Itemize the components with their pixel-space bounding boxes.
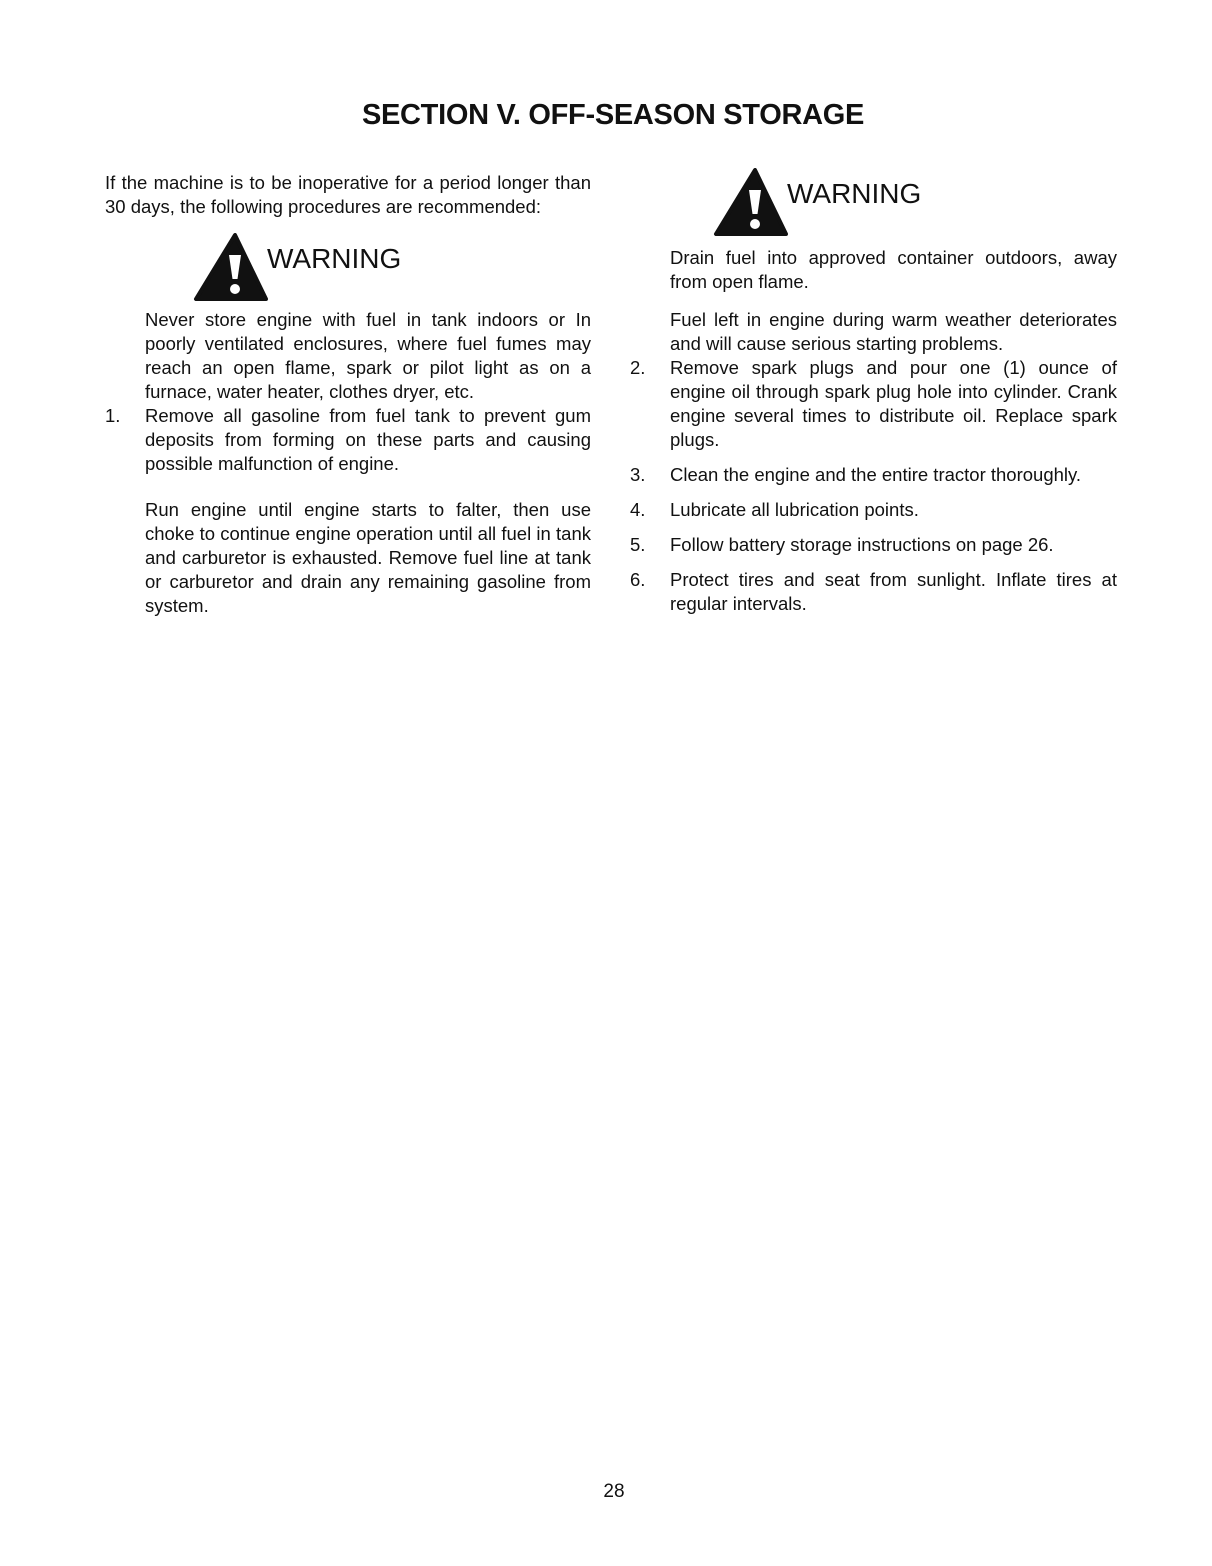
warning-heading: [713, 168, 1117, 236]
step-text: Clean the engine and the entire tractor thoroughly.: [670, 464, 1082, 485]
warning-triangle-icon: [193, 233, 269, 301]
warning-block-fuel-storage: [105, 233, 591, 404]
warning-paragraph: Fuel left in engine during warm weather deteriorates and will cause serious starting problems.: [670, 309, 1117, 354]
step-continuation: Run engine until engine starts to falter, then use choke to continue engine operation until all fuel in tank and carburetor is exhausted. Remove fuel line at tank or carburetor and drain any remaining gasoline from system.: [145, 499, 591, 616]
warning-text: Never store engine with fuel in tank indoors or In poorly ventilated enclosures, where fuel fumes may reach an open flame, spark or pilot light as on a furnace, water heater, clothes dryer, etc.: [145, 309, 591, 402]
intro-paragraph: If the machine is to be inoperative for a period longer than 30 days, the following procedures are recommended:: [105, 172, 591, 217]
warning-heading: [193, 233, 591, 301]
step-number: 2.: [630, 357, 646, 378]
page-number: 28: [603, 1481, 625, 1502]
list-item: [630, 463, 1117, 487]
step-number: 3.: [630, 464, 646, 485]
warning-body: [145, 308, 591, 404]
step-number: 1.: [105, 405, 121, 426]
warning-paragraph: Drain fuel into approved container outdoors, away from open flame.: [670, 247, 1117, 292]
warning-block-fuel-drain: [630, 168, 1117, 356]
warning-body: [670, 246, 1117, 356]
list-item: [630, 498, 1117, 522]
list-item: [630, 568, 1117, 616]
step-text: Remove spark plugs and pour one (1) ounce of engine oil through spark plug hole into cylinder. Crank engine several times to distribute oil. Replace spark plugs.: [670, 357, 1117, 450]
list-item: [630, 533, 1117, 557]
step-text: Follow battery storage instructions on page 26.: [670, 534, 1054, 555]
page-title: SECTION V. OFF-SEASON STORAGE: [361, 99, 865, 131]
right-column: [630, 168, 1117, 616]
step-number: 5.: [630, 534, 646, 555]
step-number: 4.: [630, 499, 646, 520]
warning-label: WARNING: [267, 243, 402, 274]
step-text: Remove all gasoline from fuel tank to prevent gum deposits from forming on these parts and causing possible malfunction of engine.: [145, 405, 591, 474]
list-item: [105, 404, 591, 618]
warning-label: WARNING: [787, 178, 922, 209]
step-text: Lubricate all lubrication points.: [670, 499, 919, 520]
procedure-list-right: [630, 356, 1117, 616]
procedure-list-left: [105, 404, 591, 618]
warning-triangle-icon: [713, 168, 789, 236]
step-text: Protect tires and seat from sunlight. Inflate tires at regular intervals.: [670, 569, 1117, 614]
left-column: [105, 171, 591, 618]
step-number: 6.: [630, 569, 646, 590]
list-item: [630, 356, 1117, 452]
